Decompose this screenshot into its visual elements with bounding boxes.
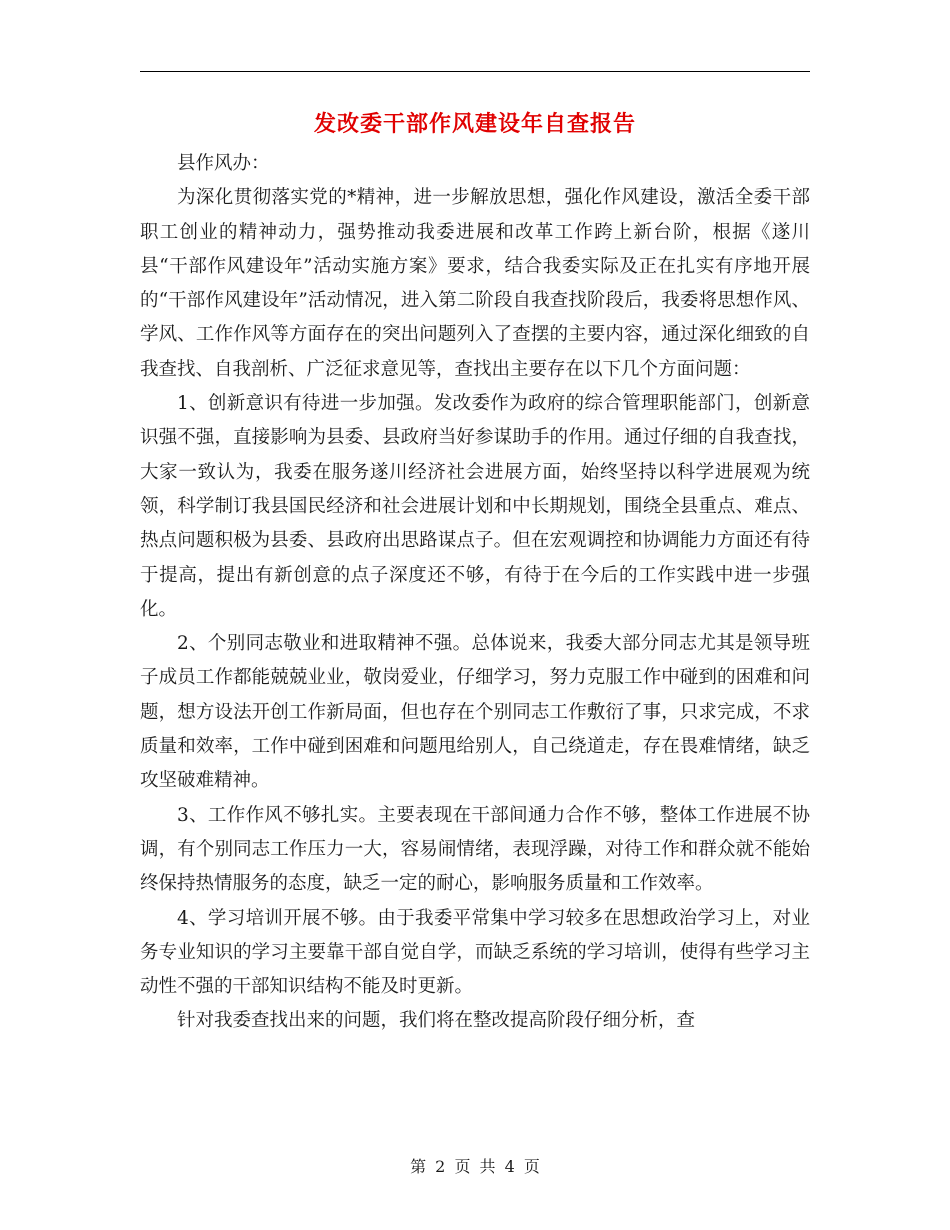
paragraph-item-4: 4、学习培训开展不够。由于我委平常集中学习较多在思想政治学习上，对业务专业知识的学习主要靠干部自觉自学，而缺乏系统的学习培训，使得有些学习主动性不强的干部知识结构不能及时更新。 [140,907,810,998]
paragraph-intro: 为深化贯彻落实党的*精神，进一步解放思想，强化作风建设，激活全委干部职工创业的精神动力，强势推动我委进展和改革工作跨上新台阶，根据《遂川县“干部作风建设年”活动实施方案》要求，结合我委实际及正在扎实有序地开展的“干部作风建设年”活动情况，进入第二阶段自我查找阶段后，我委将思想作风、学风、工作作风等方面存在的突出问题列入了查摆的主要内容，通过深化细致的自我查找、自我剖析、广泛征求意见等，查找出主要存在以下几个方面问题： [140,187,810,380]
paragraph-closing: 针对我委查找出来的问题，我们将在整改提高阶段仔细分析，查 [177,1010,696,1032]
paragraph-item-2: 2、个别同志敬业和进取精神不强。总体说来，我委大部分同志尤其是领导班子成员工作都能兢兢业业，敬岗爱业，仔细学习，努力克服工作中碰到的困难和问题，想方设法开创工作新局面，但也存在个别同志工作敷衍了事，只求完成，不求质量和效率，工作中碰到困难和问题甩给别人，自己绕道走，存在畏难情绪，缺乏攻坚破难精神。 [140,633,810,792]
page-number-footer: 第 2 页 共 4 页 [410,1157,540,1176]
document-body [140,147,810,1039]
salutation: 县作风办： [177,153,270,174]
header-rule [140,71,810,72]
paragraph-item-3: 3、工作作风不够扎实。主要表现在干部间通力合作不够，整体工作进展不协调，有个别同志工作压力一大，容易闹情绪，表现浮躁，对待工作和群众就不能始终保持热情服务的态度，缺乏一定的耐心，影响服务质量和工作效率。 [140,804,810,895]
paragraph-item-1: 1、创新意识有待进一步加强。发改委作为政府的综合管理职能部门，创新意识强不强，直接影响为县委、县政府当好参谋助手的作用。通过仔细的自我查找，大家一致认为，我委在服务遂川经济社会进展方面，始终坚持以科学进展观为统领，科学制订我县国民经济和社会进展计划和中长期规划，围绕全县重点、难点、热点问题积极为县委、县政府出思路谋点子。但在宏观调控和协调能力方面还有待于提高，提出有新创意的点子深度还不够，有待于在今后的工作实践中进一步强化。 [140,393,810,620]
document-title: 发改委干部作风建设年自查报告 [313,112,636,137]
